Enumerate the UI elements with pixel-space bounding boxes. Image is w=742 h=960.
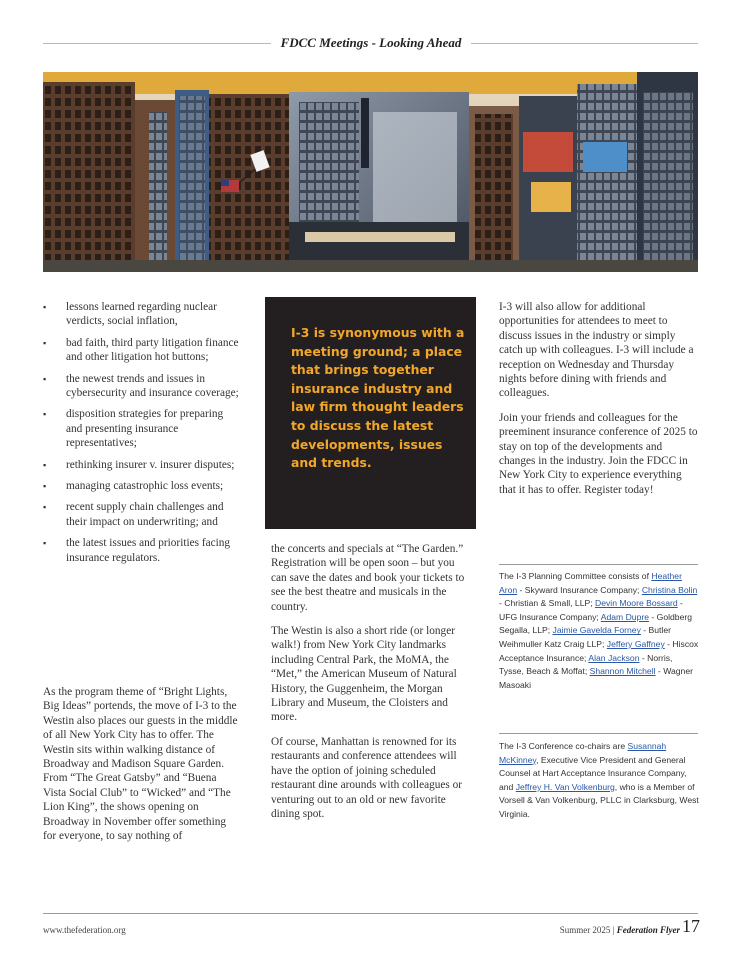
- footer-separator: |: [612, 925, 615, 935]
- chairs-connector: and: [499, 781, 514, 792]
- body-paragraph: I-3 will also allow for additional opportunities for attendees to meet to discuss issues in the industry or simply catch up with colleagues. I-3 will include a reception on Wednesday and Thursday nights before dining with friends and colleagues.: [499, 301, 694, 400]
- footer-issue: [560, 925, 680, 935]
- member-link[interactable]: Jeffery Gaffney: [606, 638, 665, 649]
- member-link[interactable]: Shannon Mitchell: [589, 666, 656, 677]
- pull-quote-text: I-3 is synonymous with a meeting ground; a place that brings together insurance industry and law firm thought leaders to discuss the latest developments, issues and trends.: [291, 325, 465, 471]
- member-link[interactable]: Adam Dupre: [600, 611, 649, 622]
- topic-item: ▪ lessons learned regarding nuclear verdicts, social inflation,: [43, 300, 241, 329]
- body-paragraph: Of course, Manhattan is renowned for its restaurants and conference attendees will have the option of joining scheduled restaurant dine arounds with colleagues or venturing out to an old or new favorite dining spot.: [271, 735, 463, 820]
- footer-rule: [43, 913, 698, 914]
- new-york-street-photo: [43, 72, 698, 272]
- right-column: [499, 300, 699, 507]
- chair-link[interactable]: Jeffrey H. Van Volkenburg: [515, 781, 615, 792]
- co-chairs-note: The I-3 Conference co-chairs are Susannah McKinney, Executive Vice President and General Counsel at Hart Acceptance Insurance Company, and Jeffrey H. Van Volkenburg, who is a Member of Vorsell & Van Volkenburg, PLLC in Clarksburg, West Virginia.: [499, 741, 699, 819]
- body-paragraph: The Westin is also a short ride (or longer walk!) from New York City landmarks including Central Park, the MoMA, the “Met,” the American Museum of Natural History, the Guggenheim, the Morgan Library and Museum, the Cloisters and more.: [271, 625, 457, 724]
- topic-list: [43, 300, 241, 565]
- note-divider: [499, 564, 698, 565]
- member-link[interactable]: Christina Bolin: [641, 584, 698, 595]
- member-link[interactable]: Heather Aron: [499, 571, 682, 595]
- member-affiliation: Hiscox Acceptance Insurance;: [499, 638, 699, 663]
- left-column-paragraph: [43, 685, 241, 853]
- planning-intro: The I-3 Planning Committee consists of: [499, 571, 649, 581]
- topic-item: ▪ bad faith, third party litigation finance and other litigation hot buttons;: [43, 336, 241, 365]
- topic-item: ▪ disposition strategies for preparing and presenting insurance representatives;: [43, 407, 241, 450]
- member-link[interactable]: Devin Moore Bossard: [595, 598, 678, 609]
- issue-date: Summer 2025: [559, 925, 611, 935]
- left-column: [43, 300, 241, 572]
- planning-committee-note: The I-3 Planning Committee consists of Heather Aron - Skyward Insurance Company; Christina Bolin - Christian & Small, LLP; Devin Moore Bossard - UFG Insurance Company; Adam Dupre - Goldberg Segalla, LLP; Jaimie Gavelda Forney - Butler Weihmuller Katz Craig LLP; Jeffery Gaffney - Hiscox Acceptance Insurance; Alan Jackson - Norris, Tysse, Beach & Moffat; Shannon Mitchell - Wagner Masoaki: [499, 571, 699, 690]
- body-paragraph: the concerts and specials at “The Garden.” Registration will be open soon – but you can save the dates and book your tickets to see the best theatre and musicals in the country.: [271, 543, 465, 613]
- chair-link[interactable]: Susannah McKinney: [499, 741, 667, 765]
- topic-item: ▪ the newest trends and issues in cybersecurity and insurance coverage;: [43, 372, 241, 401]
- member-affiliation: Goldberg Segalla, LLP;: [499, 611, 692, 636]
- chair-title: who is a Member of Vorsell & Van Volkenburg, PLLC in Clarksburg, West Virginia.: [499, 781, 699, 819]
- note-divider: [499, 733, 698, 734]
- member-affiliation: Wagner Masoaki: [499, 666, 693, 690]
- member-affiliation: UFG Insurance Company;: [499, 611, 599, 622]
- chair-title: Executive Vice President and General Counsel at Hart Acceptance Insurance Company,: [499, 754, 687, 779]
- topic-item: ▪ managing catastrophic loss events;: [43, 479, 241, 493]
- body-paragraph: As the program theme of “Bright Lights, Big Ideas” portends, the move of I-3 to the Westin also places our guests in the middle of all New York City has to offer. The Westin sits within walking distance of Broadway and Madison Square Garden. From “The Great Gatsby” and “Buena Vista Social Club” to “Wicked” and “The Lion King”, the shows opening on Broadway in November offer something for everyone, to say nothing of: [43, 686, 238, 843]
- member-link[interactable]: Alan Jackson: [588, 652, 640, 663]
- topic-item: ▪ the latest issues and priorities facing insurance regulators.: [43, 536, 241, 565]
- page-number: 17: [682, 916, 700, 936]
- member-affiliation: Butler Weihmuller Katz Craig LLP;: [499, 625, 671, 649]
- middle-column: [271, 542, 471, 831]
- section-title-text: FDCC Meetings - Looking Ahead: [271, 35, 472, 50]
- member-affiliation: Christian & Small, LLP;: [504, 598, 593, 609]
- topic-item: ▪ rethinking insurer v. insurer disputes;: [43, 458, 241, 472]
- member-link[interactable]: Jaimie Gavelda Forney: [552, 625, 641, 636]
- topic-item: ▪ recent supply chain challenges and their impact on underwriting; and: [43, 500, 241, 529]
- footer-website[interactable]: www.thefederation.org: [43, 925, 126, 935]
- member-affiliation: Norris, Tysse, Beach & Moffat;: [499, 652, 673, 677]
- pull-quote-box: [265, 297, 476, 529]
- publication-name: Federation Flyer: [616, 925, 680, 935]
- section-title: [0, 35, 742, 51]
- chairs-intro: The I-3 Conference co-chairs are: [499, 741, 626, 751]
- body-paragraph: Join your friends and colleagues for the preeminent insurance conference of 2025 to stay on top of the developments and changes in the industry. Join the FDCC in New York City to experience everything that it has to offer. Register today!: [499, 411, 698, 496]
- member-affiliation: Skyward Insurance Company;: [524, 584, 640, 595]
